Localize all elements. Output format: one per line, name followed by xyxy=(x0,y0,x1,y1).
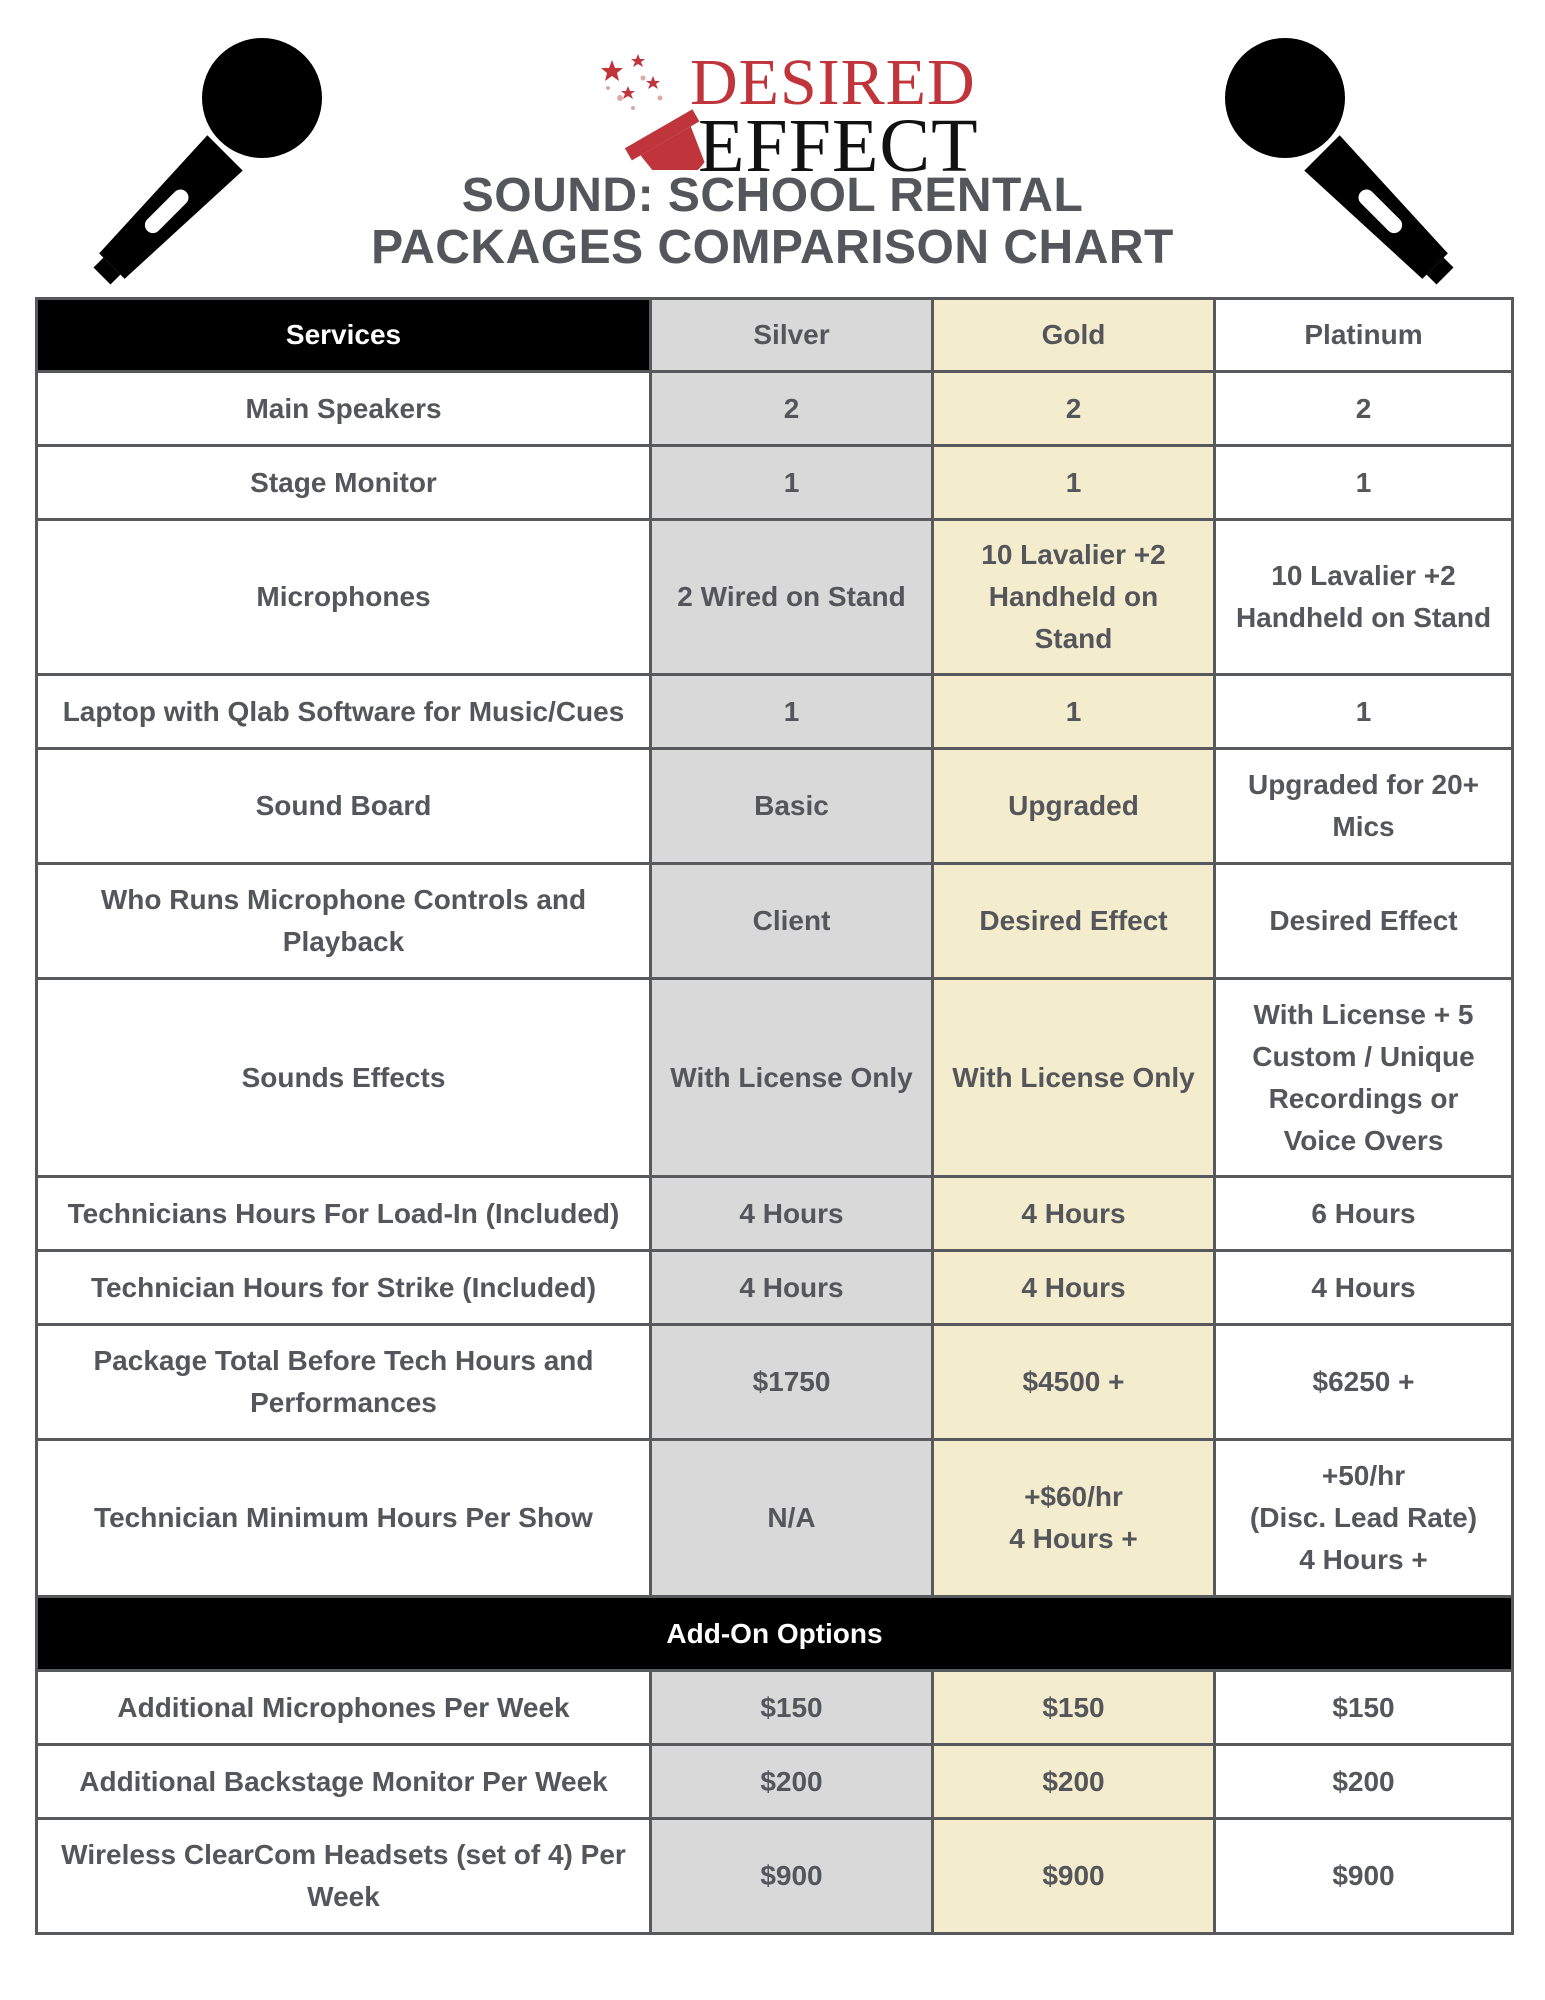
table-row xyxy=(37,675,1513,749)
gold-cell: $900 xyxy=(933,1819,1215,1934)
gold-cell: 4 Hours xyxy=(933,1177,1215,1251)
page-title-line2: PACKAGES COMPARISON CHART xyxy=(371,221,1174,274)
table-row xyxy=(37,1177,1513,1251)
silver-cell: N/A xyxy=(651,1440,933,1597)
gold-cell: +$60/hr 4 Hours + xyxy=(1009,1481,1138,1554)
silver-cell: $900 xyxy=(651,1819,933,1934)
brand-logo xyxy=(598,46,979,188)
silver-cell: 2 xyxy=(651,372,933,446)
platinum-cell: 4 Hours xyxy=(1215,1251,1513,1325)
silver-cell: 2 Wired on Stand xyxy=(651,520,933,675)
silver-cell: Client xyxy=(651,864,933,979)
service-label: Technicians Hours For Load-In (Included) xyxy=(37,1177,651,1251)
platinum-cell: Desired Effect xyxy=(1215,864,1513,979)
platinum-cell: Upgraded for 20+ Mics xyxy=(1247,769,1480,842)
gold-cell: 2 xyxy=(933,372,1215,446)
service-label: Technician Minimum Hours Per Show xyxy=(37,1440,651,1597)
platinum-cell: With License + 5 Custom / Unique Recordings or Voice Overs xyxy=(1252,998,1475,1156)
header-platinum: Platinum xyxy=(1215,299,1513,372)
header-gold: Gold xyxy=(933,299,1215,372)
gold-cell: Desired Effect xyxy=(933,864,1215,979)
addon-options-header: Add-On Options xyxy=(37,1597,1513,1671)
table-header-row xyxy=(37,299,1513,372)
gold-cell: 1 xyxy=(933,675,1215,749)
silver-cell: With License Only xyxy=(651,979,933,1177)
silver-cell: 4 Hours xyxy=(651,1251,933,1325)
platinum-cell: 10 Lavalier +2 Handheld on Stand xyxy=(1235,560,1492,633)
silver-cell: $150 xyxy=(651,1671,933,1745)
service-label: Laptop with Qlab Software for Music/Cues xyxy=(37,675,651,749)
table-row xyxy=(37,520,1513,675)
platinum-cell: $150 xyxy=(1215,1671,1513,1745)
addon-header-row xyxy=(37,1597,1513,1671)
addon-label: Additional Backstage Monitor Per Week xyxy=(37,1745,651,1819)
page-title-line1: SOUND: SCHOOL RENTAL xyxy=(461,169,1084,222)
comparison-table xyxy=(35,297,1514,1935)
table-row xyxy=(37,372,1513,446)
logo-text-bottom: EFFECT xyxy=(698,104,979,188)
service-label: Sound Board xyxy=(37,749,651,864)
service-label: Main Speakers xyxy=(37,372,651,446)
gold-cell: $150 xyxy=(933,1671,1215,1745)
table-row xyxy=(37,979,1513,1177)
table-row xyxy=(37,1745,1513,1819)
table-row xyxy=(37,864,1513,979)
platinum-cell: 2 xyxy=(1215,372,1513,446)
table-row xyxy=(37,1819,1513,1934)
table-row xyxy=(37,1671,1513,1745)
platinum-cell: $6250 + xyxy=(1215,1325,1513,1440)
addon-label: Additional Microphones Per Week xyxy=(37,1671,651,1745)
table-row xyxy=(37,446,1513,520)
silver-cell: 1 xyxy=(651,675,933,749)
silver-cell: Basic xyxy=(651,749,933,864)
silver-cell: $200 xyxy=(651,1745,933,1819)
platinum-cell: 1 xyxy=(1215,675,1513,749)
service-label: Package Total Before Tech Hours and Performances xyxy=(93,1345,594,1418)
platinum-cell: +50/hr (Disc. Lead Rate) 4 Hours + xyxy=(1249,1460,1478,1575)
service-label: Technician Hours for Strike (Included) xyxy=(37,1251,651,1325)
table-row xyxy=(37,1325,1513,1440)
gold-cell: With License Only xyxy=(933,979,1215,1177)
gold-cell: 4 Hours xyxy=(933,1251,1215,1325)
gold-cell: $4500 + xyxy=(933,1325,1215,1440)
table-row xyxy=(37,1251,1513,1325)
gold-cell: Upgraded xyxy=(933,749,1215,864)
service-label: Microphones xyxy=(37,520,651,675)
platinum-cell: $200 xyxy=(1215,1745,1513,1819)
silver-cell: $1750 xyxy=(651,1325,933,1440)
gold-cell: $200 xyxy=(933,1745,1215,1819)
logo-text-top: DESIRED xyxy=(690,46,976,119)
gold-cell: 1 xyxy=(933,446,1215,520)
silver-cell: 1 xyxy=(651,446,933,520)
service-label: Sounds Effects xyxy=(37,979,651,1177)
table-row xyxy=(37,1440,1513,1597)
table-row xyxy=(37,749,1513,864)
platinum-cell: $900 xyxy=(1215,1819,1513,1934)
service-label: Who Runs Microphone Controls and Playback xyxy=(100,884,587,957)
platinum-cell: 1 xyxy=(1215,446,1513,520)
header-silver: Silver xyxy=(651,299,933,372)
silver-cell: 4 Hours xyxy=(651,1177,933,1251)
service-label: Stage Monitor xyxy=(37,446,651,520)
page-title xyxy=(0,170,1545,274)
header-services: Services xyxy=(37,299,651,372)
gold-cell: 10 Lavalier +2 Handheld on Stand xyxy=(981,539,1166,654)
addon-label: Wireless ClearCom Headsets (set of 4) Per Week xyxy=(61,1839,626,1912)
platinum-cell: 6 Hours xyxy=(1215,1177,1513,1251)
